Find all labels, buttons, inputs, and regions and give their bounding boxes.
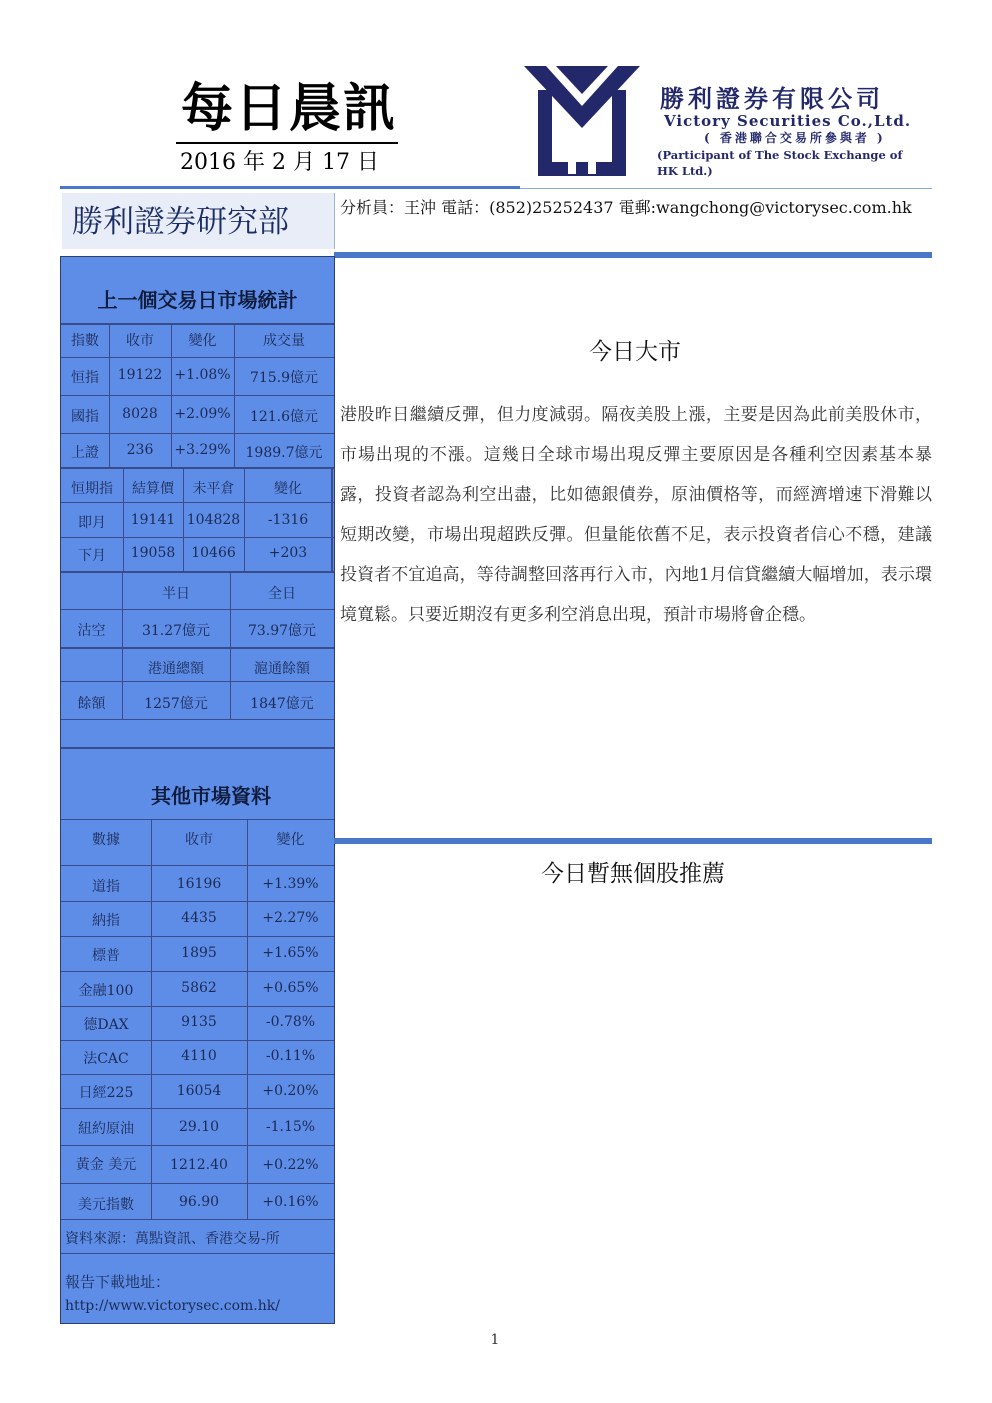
header-divider (60, 186, 520, 189)
table-cell: +0.65% (262, 980, 319, 996)
table-cell: -1.15% (265, 1119, 316, 1135)
table-cell: 19141 (130, 512, 176, 528)
other-markets-title: 其他市場資料 (151, 784, 271, 808)
stock-pick-title: 今日暫無個股推薦 (541, 861, 725, 887)
company-name-zh: 勝利證券有限公司 (660, 84, 884, 113)
table-cell: 236 (126, 442, 154, 458)
index-header: 指數 (71, 333, 99, 349)
table-row-label: 日經225 (78, 1085, 134, 1101)
table-row-label: 道指 (92, 879, 120, 895)
download-link[interactable]: http://www.victorysec.com.hk/ (65, 1298, 280, 1314)
table-cell: 1989.7億元 (245, 445, 323, 461)
table-row-label: 國指 (71, 409, 99, 425)
company-logo-icon (524, 66, 640, 186)
other-close-header: 收市 (185, 832, 213, 848)
analyst-contact: 分析員：王沖 電話：(852)25252437 電郵:wangchong@victorysec.com.hk (340, 198, 912, 217)
open-interest-header: 未平倉 (192, 481, 235, 497)
close-header: 收市 (126, 333, 154, 349)
section-divider-bottom (334, 838, 932, 844)
table-cell: 10466 (191, 545, 236, 561)
table-cell: 1257億元 (144, 696, 208, 712)
table-cell: 1212.40 (170, 1157, 228, 1173)
table-row-label: 納指 (92, 913, 120, 929)
table-cell: 4110 (181, 1048, 217, 1064)
table-row-label: 紐約原油 (78, 1121, 134, 1137)
table-cell: 104828 (186, 512, 241, 528)
table-cell: 1895 (181, 945, 217, 961)
table-cell: +0.20% (262, 1083, 319, 1099)
table-cell: -0.78% (265, 1014, 316, 1030)
table-row-label: 沽空 (77, 623, 106, 639)
table-row-label: 即月 (78, 515, 106, 531)
table-row-label: 下月 (78, 548, 106, 564)
table-cell: +2.09% (174, 406, 231, 422)
data-source: 資料來源：萬點資訊、香港交易-所 (65, 1231, 280, 1247)
table-row-label: 黃金 美元 (75, 1157, 137, 1173)
table-cell: 5862 (181, 980, 217, 996)
data-header: 數據 (92, 832, 120, 848)
table-cell: 96.90 (178, 1194, 220, 1210)
table-cell: 19058 (130, 545, 176, 561)
download-label: 報告下載地址： (65, 1273, 171, 1291)
table-row-label: 恒指 (71, 370, 99, 386)
table-row-label: 標普 (92, 948, 120, 964)
change-header: 變化 (188, 333, 217, 349)
table-cell: +3.29% (174, 442, 231, 458)
page-number: 1 (490, 1332, 500, 1348)
title-underline (176, 142, 398, 144)
half-day-header: 半日 (162, 586, 190, 602)
table-cell: +1.65% (262, 945, 319, 961)
table-row-label: 德DAX (83, 1017, 129, 1033)
header-divider-thin (520, 188, 932, 189)
table-cell: +1.39% (262, 876, 319, 892)
volume-header: 成交量 (263, 333, 305, 349)
company-subtitle-zh: ( 香港聯合交易所參與者 ) (704, 131, 886, 145)
table-cell: 19122 (117, 367, 163, 383)
company-subtitle-en: (Participant of The Stock Exchange of HK Ltd.) (657, 148, 903, 178)
department-name: 勝利證券研究部 (72, 204, 289, 240)
table-cell: 8028 (122, 406, 158, 422)
company-name-en: Victory Securities Co.,Ltd. (664, 112, 912, 130)
table-cell: 715.9億元 (249, 370, 319, 386)
table-row-label: 金融100 (78, 983, 134, 999)
table-cell: 1847億元 (250, 696, 314, 712)
table-cell: -1316 (267, 512, 309, 528)
table-cell: +0.22% (262, 1157, 319, 1173)
table-cell: 16196 (176, 876, 222, 892)
futures-change-header: 變化 (274, 481, 302, 497)
full-day-header: 全日 (268, 586, 296, 602)
table-cell: 121.6億元 (249, 409, 319, 425)
hk-connect-header: 港通總額 (148, 661, 204, 677)
market-commentary: 港股昨日繼續反彈，但力度減弱。隔夜美股上漲，主要是因為此前美股休市，市場出現的不漲。這幾日全球市場出現反彈主要原因是各種利空因素基本暴露，投資者認為利空出盡，比如德銀債券，原油價格等，而經濟增速下滑難以短期改變，市場出現超跌反彈。但量能依舊不足，表示投資者信心不穩，建議投資者不宜追高，等待調整回落再行入市，內地1月信貸繼續大幅增加，表示環境寬鬆。只要近期沒有更多利空消息出現，預計市場將會企穩。 (340, 405, 932, 625)
page-title: 每日晨訊 (180, 78, 397, 139)
market-stats-sidebar (60, 256, 335, 1324)
table-row-label: 上證 (71, 445, 99, 461)
table-row-label: 餘額 (77, 696, 106, 712)
futures-header: 恒期指 (71, 481, 113, 497)
table-cell: 16054 (176, 1083, 222, 1099)
settle-header: 結算價 (132, 481, 174, 497)
table-cell: 73.97億元 (247, 623, 317, 639)
table-cell: +2.27% (262, 910, 319, 926)
table-row-label: 美元指數 (78, 1197, 134, 1213)
table-cell: +0.16% (262, 1194, 319, 1210)
market-section-title: 今日大市 (589, 339, 681, 365)
section-divider (334, 252, 932, 258)
table-cell: 31.27億元 (141, 623, 211, 639)
table-cell: +1.08% (174, 367, 231, 383)
table-cell: -0.11% (265, 1048, 316, 1064)
report-date: 2016 年 2 月 17 日 (180, 150, 379, 175)
table-cell: 4435 (181, 910, 217, 926)
table-row-label: 法CAC (83, 1051, 129, 1067)
table-cell: +203 (268, 545, 308, 561)
other-change-header: 變化 (276, 832, 305, 848)
table-cell: 29.10 (178, 1119, 220, 1135)
sh-connect-header: 滬通餘額 (254, 661, 310, 677)
market-stats-title: 上一個交易日市場統計 (97, 288, 298, 312)
table-cell: 9135 (181, 1014, 217, 1030)
